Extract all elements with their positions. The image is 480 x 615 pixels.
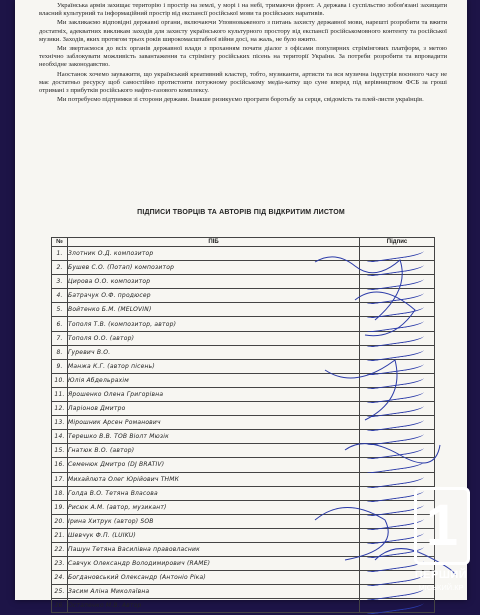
row-number: 4. [52, 289, 68, 303]
signatory-name: Манжа К.Г. (автор пісень) [68, 359, 360, 373]
table-row [52, 402, 435, 416]
table-row [52, 571, 435, 585]
header-signature: Підпис [360, 238, 435, 247]
row-number: 26. [52, 599, 68, 613]
table-header-row [52, 238, 435, 247]
table-row [52, 486, 435, 500]
logo-text-line1: ПЕРШИЙ [414, 569, 468, 581]
paragraph-2: Ми закликаємо відповідні державні органи, включаючи Уповноваженого з питань захисту державної мови, нарешті розробити та вжити достатніх, адекватних викликам заходів для захисту українського культурного простору від експансії російськомовного контенту та російської музики. Заходів, яких протягом трьох років широкомасштабної війни досі, на жаль, не було вжито. [39, 19, 447, 43]
table-row [52, 416, 435, 430]
handwritten-signature [366, 597, 425, 615]
table-row [52, 387, 435, 401]
row-number: 2. [52, 261, 68, 275]
paragraph-5: Ми потребуємо підтримки зі сторони держави. Інакше ризикуємо програти боротьбу за серця, свідомість та плей-листи українців. [57, 96, 424, 104]
signature-cell [360, 317, 435, 331]
signatory-name: Михайлюта Олег Юрійович ТНМК [68, 472, 360, 486]
signatory-name: Цирова О.О. композитор [68, 275, 360, 289]
signatory-name: Ларіонов Дмитро [68, 402, 360, 416]
paragraph-4: Наостанок хочемо зауважити, що український креативний кластер, тобто, музиканти, артисти та вся музична індустрія воєнного часу не має достатньо ресурсу щоб самостійно протистояти потужному російському медіа-катку що суне вперед під керівництвом ФСБ за гроші отримані з прибутків російського нафто-газового комплексу. [39, 70, 447, 95]
signature-cell [360, 430, 435, 444]
table-row [52, 599, 435, 613]
row-number: 1. [52, 247, 68, 261]
letter-body [39, 2, 447, 105]
signature-cell [360, 261, 435, 275]
signature-cell [360, 345, 435, 359]
signature-cell [360, 359, 435, 373]
row-number: 12. [52, 402, 68, 416]
signature-cell [360, 599, 435, 613]
table-row [52, 528, 435, 542]
row-number: 3. [52, 275, 68, 289]
signature-cell [360, 373, 435, 387]
table-row [52, 247, 435, 261]
signatory-name: Тополя Т.В. (композитор, автор) [68, 317, 360, 331]
signatures-table-body [52, 247, 435, 613]
signatory-name: Пашун Тетяна Василівна правовласник [68, 542, 360, 556]
signature-cell [360, 416, 435, 430]
logo-frame [414, 487, 470, 565]
row-number: 10. [52, 373, 68, 387]
table-row [52, 444, 435, 458]
signature-cell [360, 472, 435, 486]
signature-cell [360, 402, 435, 416]
row-number: 9. [52, 359, 68, 373]
signature-cell [360, 289, 435, 303]
signature-cell [360, 444, 435, 458]
signatory-name: Мірошник Арсен Романович [68, 416, 360, 430]
row-number: 6. [52, 317, 68, 331]
row-number: 7. [52, 331, 68, 345]
signatory-name: Юлія Абдельрахім [68, 373, 360, 387]
logo-digit: 1 [425, 493, 459, 558]
table-row [52, 458, 435, 472]
table-row [52, 345, 435, 359]
row-number: 8. [52, 345, 68, 359]
signature-cell [360, 275, 435, 289]
signatory-name: Батрачук О.Ф. продюсер [68, 289, 360, 303]
signatory-name: Бушев С.О. (Потап) композитор [68, 261, 360, 275]
signatory-name: Гуревич В.О. [68, 345, 360, 359]
signatory-name: Голда В.О. Тетяна Власова [68, 486, 360, 500]
row-number: 14. [52, 430, 68, 444]
table-row [52, 289, 435, 303]
row-number: 23. [52, 557, 68, 571]
signatory-name: Злотник О.Д. композитор [68, 247, 360, 261]
signatory-name: Засим Аліна Миколаївна [68, 585, 360, 599]
table-row [52, 359, 435, 373]
signature-cell [360, 458, 435, 472]
table-row [52, 275, 435, 289]
row-number: 5. [52, 303, 68, 317]
row-number: 24. [52, 571, 68, 585]
table-row [52, 585, 435, 599]
row-number: 16. [52, 458, 68, 472]
table-row [52, 331, 435, 345]
table-row [52, 261, 435, 275]
signature-cell [360, 303, 435, 317]
signatory-name: Шевчук Ф.П. (LUIKU) [68, 528, 360, 542]
signatory-name: Войтенко Б.М. (MELOVIN) [68, 303, 360, 317]
row-number: 11. [52, 387, 68, 401]
table-row [52, 514, 435, 528]
signatures-table [51, 237, 435, 613]
signatory-name: Ірина Хитрук (автор) SOB [68, 514, 360, 528]
header-num: № [52, 238, 68, 247]
row-number: 13. [52, 416, 68, 430]
row-number: 17. [52, 472, 68, 486]
signatory-name: Остапенко М.В. Автор [68, 599, 360, 613]
signatory-name: Семенюк Дмитро (DJ BRATIV) [68, 458, 360, 472]
row-number: 18. [52, 486, 68, 500]
row-number: 20. [52, 514, 68, 528]
table-row [52, 542, 435, 556]
row-number: 21. [52, 528, 68, 542]
signatory-name: Тополя О.О. (автор) [68, 331, 360, 345]
header-name: ПІБ [68, 238, 360, 247]
paragraph-1: Українська армія захищає територію і простір на землі, у морі і на небі, тримаючи фронт. А держава і суспільство зобов'язані захищати власний культурний та інформаційний простір від експансії російської мови та російських наративів. [39, 2, 447, 18]
signature-cell [360, 331, 435, 345]
table-row [52, 317, 435, 331]
row-number: 22. [52, 542, 68, 556]
table-row [52, 373, 435, 387]
table-row [52, 472, 435, 486]
watermark-logo [408, 487, 474, 597]
row-number: 25. [52, 585, 68, 599]
signatory-name: Ярошенко Олена Григорівна [68, 387, 360, 401]
signatory-name: Гнатюк В.О. (автор) [68, 444, 360, 458]
document-page [15, 0, 467, 610]
signatures-heading: ПІДПИСИ ТВОРЦІВ ТА АВТОРІВ ПІД ВІДКРИТИМ ЛИСТОМ [137, 209, 345, 216]
signatory-name: Савчук Олександр Володимирович (RAME) [68, 557, 360, 571]
signatory-name: Терешко В.В. ТОВ Віолт Мюзік [68, 430, 360, 444]
signatory-name: Богдановський Олександр (Антоніо Ріка) [68, 571, 360, 585]
signatory-name: Рисюк А.М. (автор, музикант) [68, 500, 360, 514]
table-row [52, 430, 435, 444]
row-number: 19. [52, 500, 68, 514]
logo-text-line2: МІСЬКИЙ.КР [418, 583, 464, 592]
signature-cell [360, 387, 435, 401]
row-number: 15. [52, 444, 68, 458]
paragraph-3: Ми звертаємося до всіх органів державної влади з проханням почати діалог з офісами популярних стрімінгових платформ, з метою технічно заблокувати можливість завантаження та стрімінгу російських пісень на території України. За потреби розробити та впровадити необхідне законодавство. [39, 45, 447, 69]
table-row [52, 557, 435, 571]
table-row [52, 500, 435, 514]
table-row [52, 303, 435, 317]
signature-cell [360, 247, 435, 261]
